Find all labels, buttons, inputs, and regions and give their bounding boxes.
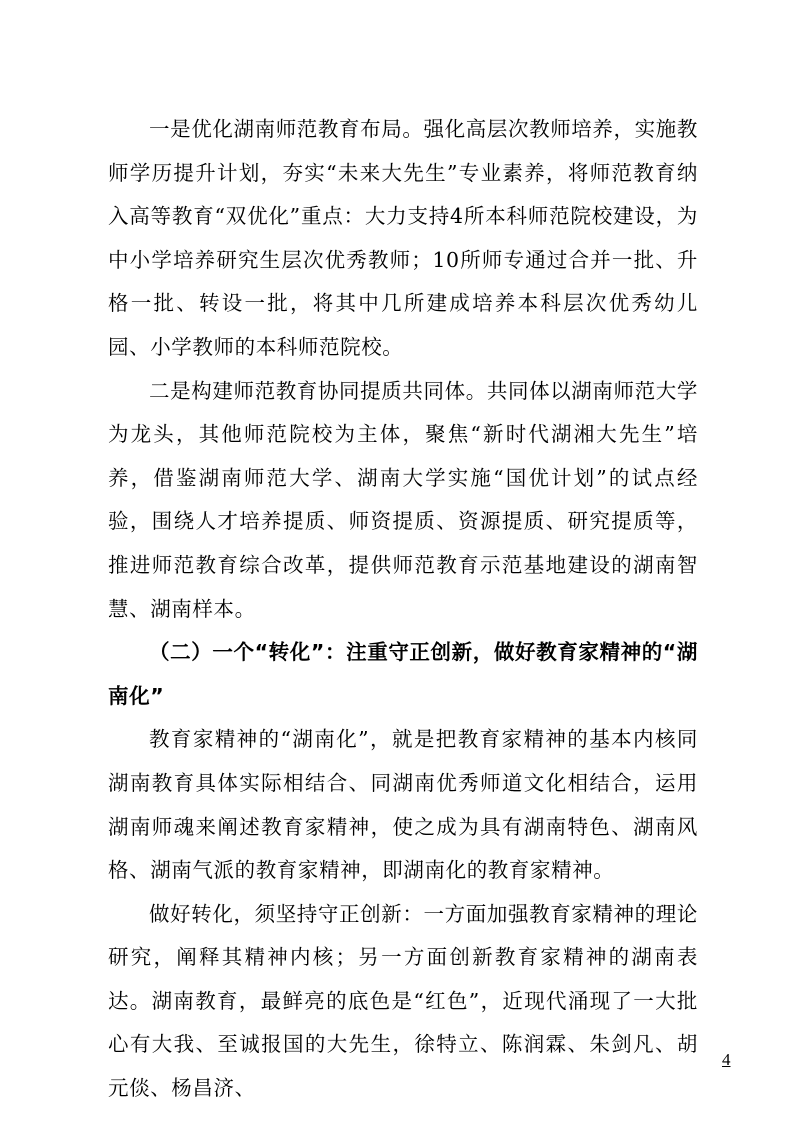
paragraph-1: 一是优化湖南师范教育布局。强化高层次教师培养，实施教师学历提升计划，夯实“未来大先生”专业素养，将师范教育纳入高等教育“双优化”重点：大力支持4所本科师范院校建设，为中小学培养研究生层次优秀教师；10所师专通过合并一批、升格一批、转设一批，将其中几所建成培养本科层次优秀幼儿园、小学教师的本科师范院校。	[108, 117, 698, 359]
section-heading: （二）一个“转化”：注重守正创新，做好教育家精神的“湖南化”	[108, 640, 698, 708]
paragraph-3: 教育家精神的“湖南化”，就是把教育家精神的基本内核同湖南教育具体实际相结合、同湖南优秀师道文化相结合，运用湖南师魂来阐述教育家精神，使之成为具有湖南特色、湖南风格、湖南气派的教育家精神，即湖南化的教育家精神。	[108, 727, 698, 883]
paragraph-4: 做好转化，须坚持守正创新：一方面加强教育家精神的理论研究，阐释其精神内核；另一方面创新教育家精神的湖南表达。湖南教育，最鲜亮的底色是“红色”，近现代涌现了一大批心有大我、至诚报国的大先生，徐特立、陈润霖、朱剑凡、胡元倓、杨昌济、	[108, 901, 698, 1101]
page-number: 4	[722, 1050, 731, 1069]
page-body	[108, 108, 698, 1111]
paragraph-2: 二是构建师范教育协同提质共同体。共同体以湖南师范大学为龙头，其他师范院校为主体，聚焦“新时代湖湘大先生”培养，借鉴湖南师范大学、湖南大学实施“国优计划”的试点经验，围绕人才培养提质、师资提质、资源提质、研究提质等，推进师范教育综合改革，提供师范教育示范基地建设的湖南智慧、湖南样本。	[108, 378, 698, 621]
